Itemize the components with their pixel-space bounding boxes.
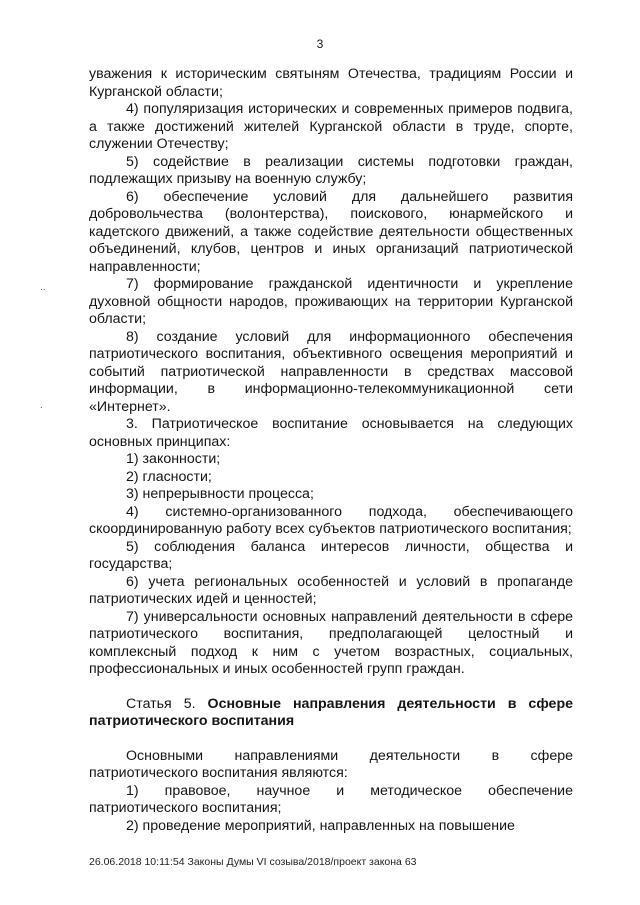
paragraph: 1) правовое, научное и методическое обеспечение патриотического воспитания;	[89, 782, 573, 816]
document-body	[89, 66, 573, 835]
margin-mark: .	[40, 400, 43, 411]
paragraph: 5) содействие в реализации системы подготовки граждан, подлежащих призыву на военную службу;	[89, 153, 573, 187]
paragraph: 4) системно-организованного подхода, обеспечивающего скоординированную работу всех субъектов патриотического воспитания;	[89, 503, 573, 537]
paragraph: 5) соблюдения баланса интересов личности, общества и государства;	[89, 538, 573, 572]
paragraph: уважения к историческим святыням Отечества, традициям России и Курганской области;	[89, 66, 573, 100]
margin-mark: ..	[40, 282, 46, 293]
paragraph: Основными направлениями деятельности в сфере патриотического воспитания являются:	[89, 747, 573, 781]
article-prefix: Статья 5.	[126, 695, 208, 712]
paragraph: 7) универсальности основных направлений деятельности в сфере патриотического воспитания, предполагающей целостный и комплексный подход к ним с учетом возрастных, социальных, профессиональных и иных особенностей групп граждан.	[89, 608, 573, 677]
paragraph: 6) обеспечение условий для дальнейшего развития добровольчества (волонтерства), поискового, юнармейского и кадетского движений, а также содействие деятельности общественных объединений, клубов, центров и иных организаций патриотической направленности;	[89, 188, 573, 275]
principles-section	[89, 66, 573, 679]
paragraph: 8) создание условий для информационного обеспечения патриотического воспитания, объективного освещения мероприятий и событий патриотической направленности в средствах массовой информации, в информационно-телекоммуникационной сети «Интернет».	[89, 328, 573, 415]
article-title: Основные направления деятельности в сфере патриотического воспитания	[89, 695, 573, 729]
paragraph: 2) гласности;	[126, 468, 212, 485]
page-number: 3	[316, 37, 324, 51]
paragraph: 1) законности;	[126, 451, 221, 467]
paragraph: 2) проведение мероприятий, направленных на повышение	[126, 817, 515, 834]
paragraph: 3. Патриотическое воспитание основывается на следующих основных принципах:	[89, 416, 573, 450]
paragraph: 4) популяризация исторических и современных примеров подвига, а также достижений жителей Курганской области в труде, спорте, служении Отечеству;	[89, 101, 573, 152]
paragraph: 3) непрерывности процесса;	[126, 486, 314, 502]
paragraph: 7) формирование гражданской идентичности и укрепление духовной общности народов, проживающих на территории Курганской области;	[89, 276, 573, 327]
footer-path: 26.06.2018 10:11:54 Законы Думы VI созыва/2018/проект закона 63	[89, 856, 417, 868]
directions-section	[89, 748, 573, 836]
paragraph: 6) учета региональных особенностей и условий в пропаганде патриотических идей и ценностей;	[89, 573, 573, 607]
article-heading	[89, 696, 573, 731]
